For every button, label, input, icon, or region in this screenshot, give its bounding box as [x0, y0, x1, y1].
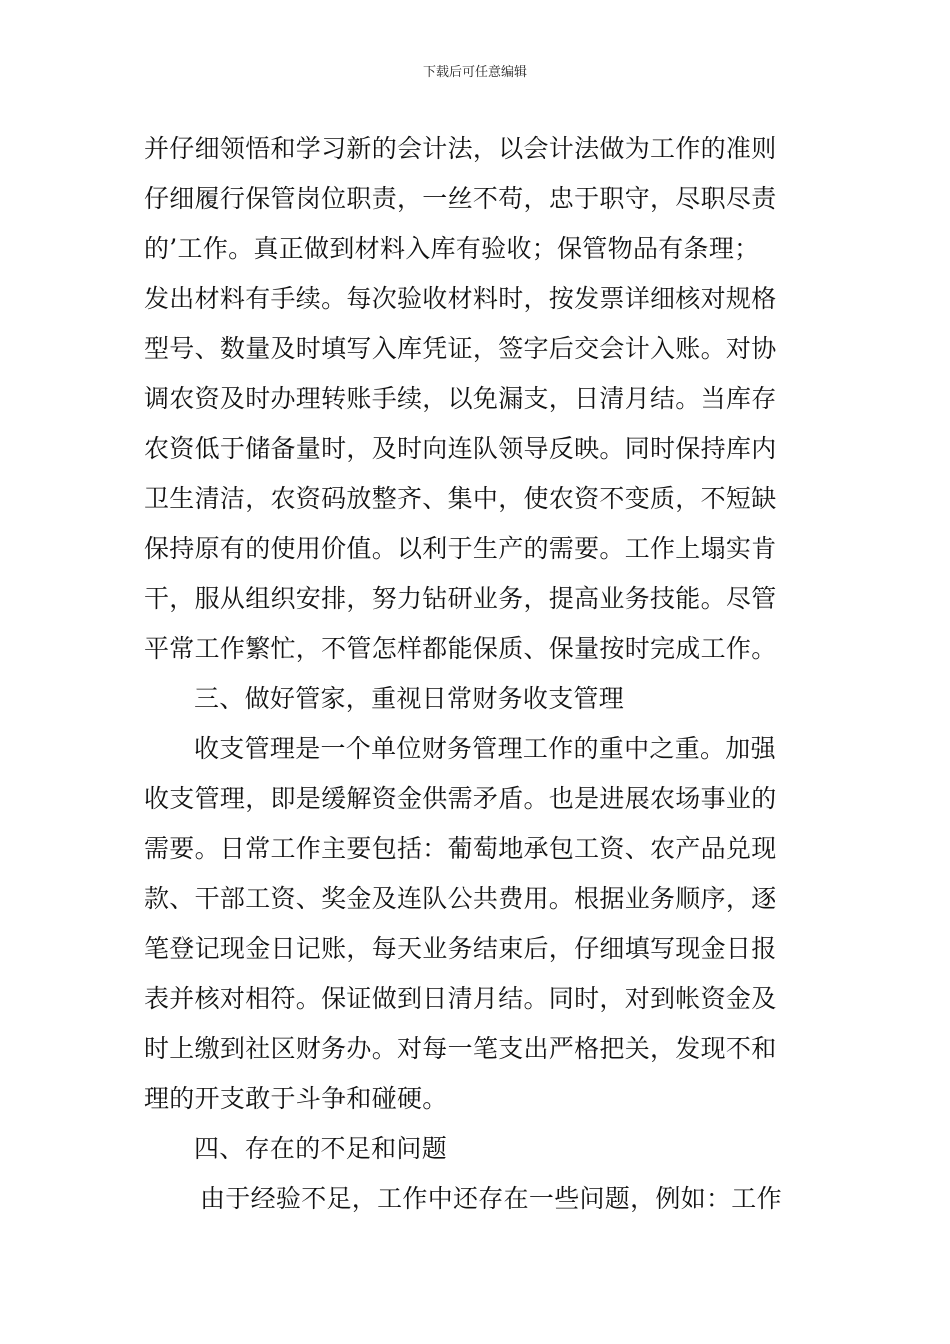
text-line: 干，服从组织安排，努力钻研业务，提高业务技能。尽管 [144, 584, 777, 613]
text-line: 发出材料有手续。每次验收材料时，按发票详细核对规格 [144, 284, 777, 313]
text-line: 并仔细领悟和学习新的会计法，以会计法做为工作的准则 [144, 134, 777, 163]
paragraph-first-line: 收支管理是一个单位财务管理工作的重中之重。加强 [194, 734, 776, 763]
document-body [144, 124, 808, 1224]
text-line: 款、干部工资、奖金及连队公共费用。根据业务顺序，逐 [144, 884, 777, 913]
section-heading-4: 四、存在的不足和问题 [194, 1134, 448, 1163]
text-line: 农资低于储备量时，及时向连队领导反映。同时保持库内 [144, 434, 777, 463]
page-header: 下载后可任意编辑 [422, 65, 527, 80]
text-line: 笔登记现金日记账，每天业务结束后，仔细填写现金日报 [144, 934, 777, 963]
text-line: 仔细履行保管岗位职责，一丝不苟，忠于职守，尽职尽责 [144, 184, 777, 213]
text-line: 平常工作繁忙，不管怎样都能保质、保量按时完成工作。 [144, 634, 777, 663]
text-line: 卫生清洁，农资码放整齐、集中，使农资不变质，不短缺 [144, 484, 777, 513]
text-line: 调农资及时办理转账手续，以免漏支，日清月结。当库存 [144, 384, 777, 413]
text-line: 表并核对相符。保证做到日清月结。同时，对到帐资金及 [144, 984, 777, 1013]
text-line: 收支管理，即是缓解资金供需矛盾。也是进展农场事业的 [144, 784, 777, 813]
text-line: 需要。日常工作主要包括：葡萄地承包工资、农产品兑现 [144, 834, 777, 863]
text-line: 时上缴到社区财务办。对每一笔支出严格把关，发现不和 [144, 1034, 777, 1063]
section-heading-3: 三、做好管家，重视日常财务收支管理 [194, 684, 625, 713]
text-line: 保持原有的使用价值。以利于生产的需要。工作上塌实肯 [144, 534, 777, 563]
text-line: 的’工作。真正做到材料入库有验收；保管物品有条理； [144, 234, 760, 263]
paragraph-first-line: 由于经验不足，工作中还存在一些问题，例如：工作 [200, 1184, 782, 1213]
text-line: 理的开支敢于斗争和碰硬。 [144, 1084, 448, 1113]
text-line: 型号、数量及时填写入库凭证，签字后交会计入账。对协 [144, 334, 777, 363]
